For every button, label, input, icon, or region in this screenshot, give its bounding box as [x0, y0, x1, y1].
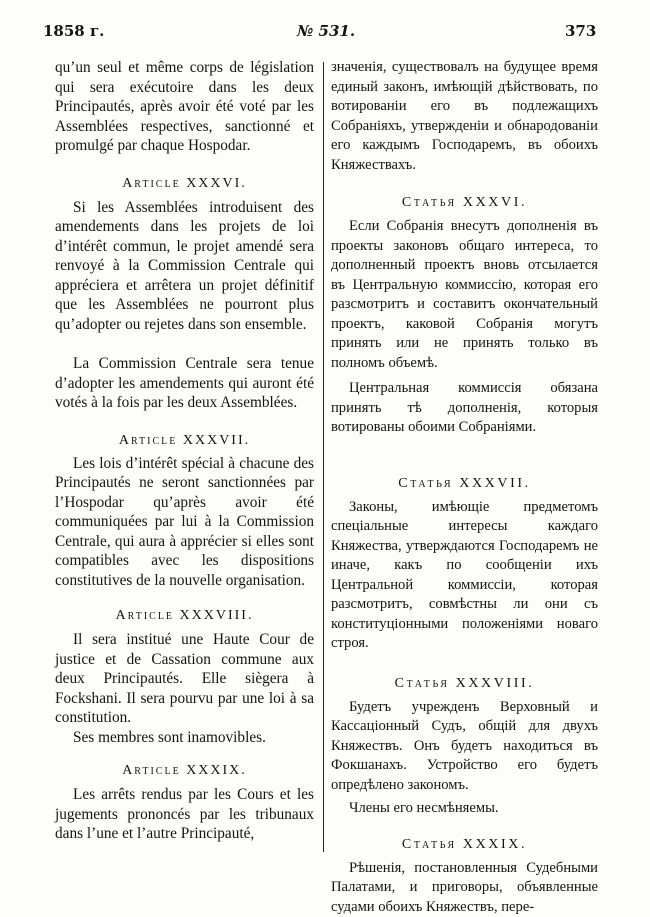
- russian-article-37-paragraph: Законы, имѣющіе предметомъ спеціальные интересы каждаго Княжества, утверждаются Господаремъ не иначе, какъ по сообщеніи ихъ Центральной коммиссіи, которая разсмотритъ, совмѣстны ли они съ конституціонными положеніями новаго строя.: [331, 498, 598, 654]
- russian-article-38-paragraph-1: Будетъ учрежденъ Верховный и Кассаціонный Судъ, общій для двухъ Княжествъ. Онъ будетъ находиться въ Фокшанахъ. Устройство его будетъ опредѣлено закономъ.: [331, 698, 598, 796]
- running-header: [0, 0, 650, 48]
- french-article-38-heading: Article XXXVIII.: [55, 608, 314, 624]
- french-article-39-heading: Article XXXIX.: [55, 763, 314, 779]
- french-article-37-heading: Article XXXVII.: [55, 433, 314, 449]
- russian-paragraph-continued: значенія, существовалъ на будущее время единый законъ, имѣющій дѣйствовать, по вотированіи его въ подлежащихъ Собраніяхъ, утвержденіи и обнародованіи его каждымъ Господаремъ, въ обоихъ Княжествахъ.: [331, 58, 598, 175]
- header-year: 1858 г.: [43, 22, 104, 40]
- french-article-36-heading: Article XXXVI.: [55, 176, 314, 192]
- french-article-36-paragraph-1: Si les Assemblées introduisent des amendements dans les projets de loi d’intérêt commun, le projet amendé sera renvoyé à la Commission Centrale qui appréciera et arrêtera un projet définitif que les Assemblées ne pourront plus qu’adopter ou rejetes dans son ensemble.: [55, 198, 314, 335]
- russian-article-38-paragraph-2: Члены его несмѣняемы.: [331, 799, 598, 819]
- russian-article-39-heading: Статья XXXIX.: [331, 837, 598, 853]
- french-article-37-paragraph: Les lois d’intérêt spécial à chacune des Principautés ne seront sanctionnées par l’Hospodar qu’après avoir été communiquées par lui à la Commission Centrale, qui aura à apprécier si elles sont compatibles avec les dispositions constitutives de la nouvelle organisation.: [55, 454, 314, 591]
- french-article-36-paragraph-2: La Commission Centrale sera tenue d’adopter les amendements qui auront été votés à la fois par les deux Assemblées.: [55, 354, 314, 413]
- russian-article-36-paragraph-2: Центральная коммиссія обязана принять тѣ дополненія, которыя вотированы обоими Собраніями.: [331, 379, 598, 438]
- french-article-39-paragraph: Les arrêts rendus par les Cours et les jugements prononcés par les tribunaux dans l’une et l’autre Principauté,: [55, 785, 314, 844]
- french-article-38-paragraph-1: Il sera institué une Haute Cour de justice et de Cassation commune aux deux Principautés. Elle siègera à Fockshani. Il sera pourvu par une loi à sa constitution.: [55, 630, 314, 728]
- russian-article-36-paragraph-1: Если Собранія внесутъ дополненія въ проекты законовъ общаго интереса, то дополненный проектъ вновь отсылается въ Центральную коммиссію, которая его разсмотритъ и составитъ окончательный проектъ, каковой Собранія могутъ принять или не принять только въ полномъ объемѣ.: [331, 217, 598, 373]
- russian-article-38-heading: Статья XXXVIII.: [331, 676, 598, 692]
- russian-article-36-heading: Статья XXXVI.: [331, 195, 598, 211]
- french-article-38-paragraph-2: Ses membres sont inamovibles.: [55, 728, 314, 748]
- russian-article-39-paragraph: Рѣшенія, постановленныя Судебными Палатами, и приговоры, объявленные судами обоихъ Княжествъ, пере-: [331, 859, 598, 917]
- french-column: [55, 58, 314, 844]
- header-document-number: № 531.: [297, 22, 355, 40]
- russian-article-37-heading: Статья XXXVII.: [331, 476, 598, 492]
- russian-column: [331, 58, 598, 917]
- header-page-number: 373: [565, 22, 596, 40]
- column-divider: [323, 62, 324, 852]
- french-paragraph-continued: qu’un seul et même corps de législation qui sera exécutoire dans les deux Principautés, après avoir été voté par les Assemblées respectives, sanctionné et promulgé par chaque Hospodar.: [55, 58, 314, 156]
